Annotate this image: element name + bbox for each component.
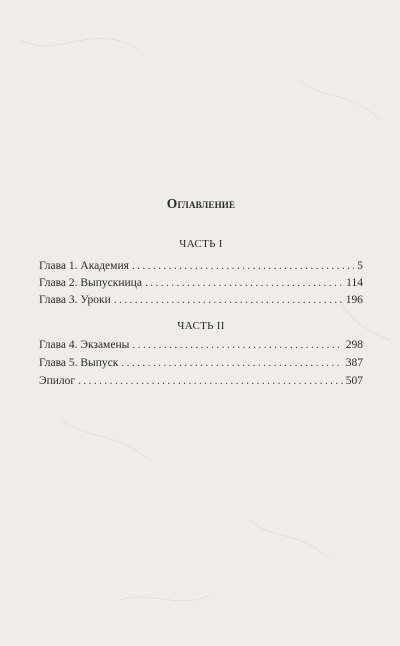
toc-entry-page: 114 xyxy=(346,277,363,289)
part-heading: ЧАСТЬ I xyxy=(179,238,223,250)
toc-entry-epilogue[interactable] xyxy=(39,375,363,391)
toc-entry-page: 5 xyxy=(357,260,363,272)
toc-entry[interactable] xyxy=(39,260,363,276)
dot-leader xyxy=(114,294,343,306)
dot-leader xyxy=(78,375,343,387)
toc-entry-page: 507 xyxy=(345,375,363,387)
toc-entry-label: Эпилог xyxy=(39,375,76,387)
toc-entry-label: Глава 4. Экзамены xyxy=(39,339,130,351)
toc-entry-page: 196 xyxy=(345,294,363,306)
part-heading: ЧАСТЬ II xyxy=(177,320,225,332)
dot-leader xyxy=(132,339,342,351)
toc-title: Оглавление xyxy=(166,196,236,211)
toc-entry-label: Глава 1. Академия xyxy=(39,260,129,272)
toc-entry-page: 387 xyxy=(345,357,363,369)
toc-entry[interactable] xyxy=(39,339,363,355)
toc-entry-label: Глава 5. Выпуск xyxy=(39,357,119,369)
toc-entry-label: Глава 3. Уроки xyxy=(39,294,111,306)
dot-leader xyxy=(132,260,354,272)
toc-entry-label: Глава 2. Выпускница xyxy=(39,277,142,289)
dot-leader xyxy=(121,357,342,369)
toc-entry[interactable] xyxy=(39,277,363,293)
toc-entry[interactable] xyxy=(39,357,363,373)
toc-entry-page: 298 xyxy=(345,339,363,351)
dot-leader xyxy=(145,277,343,289)
toc-entry[interactable] xyxy=(39,294,363,310)
